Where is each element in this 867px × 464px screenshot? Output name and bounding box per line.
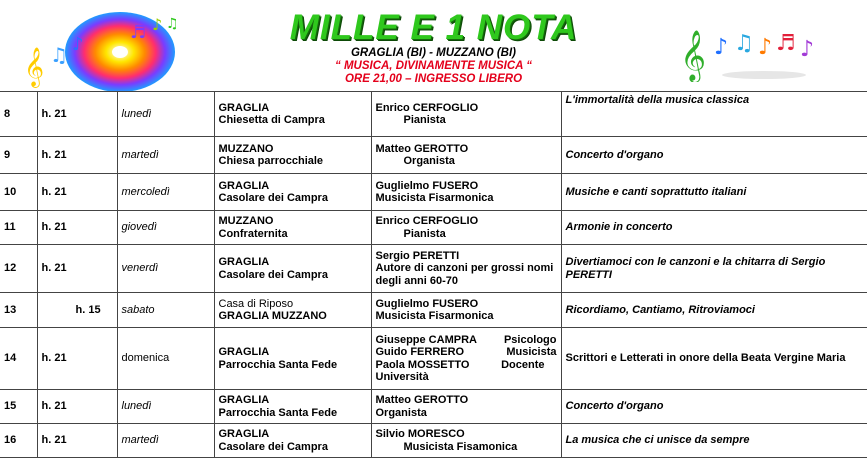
event-time-info: ORE 21,00 – INGRESSO LIBERO (344, 73, 523, 85)
event-time: h. 21 (37, 92, 117, 137)
place-venue: Parrocchia Santa Fede (218, 406, 338, 419)
performer-name: Enrico CERFOGLIO (375, 101, 479, 114)
event-time: h. 21 (37, 174, 117, 211)
table-row (0, 245, 867, 293)
place-town: GRAGLIA (218, 428, 270, 440)
place-town: GRAGLIA (218, 394, 270, 406)
event-description: Concerto d'organo (561, 390, 867, 424)
svg-text:𝄞: 𝄞 (680, 30, 707, 81)
table-row (0, 424, 867, 458)
event-description: La musica che ci unisce da sempre (561, 424, 867, 458)
performer-role: Musicista Fisarmonica (375, 192, 494, 204)
event-description: Musiche e canti soprattutto italiani (561, 174, 867, 211)
event-place (214, 137, 371, 174)
performer-name: Enrico CERFOGLIO (375, 215, 479, 227)
place-venue: GRAGLIA MUZZANO (218, 310, 327, 322)
performer-role: Musicista (506, 346, 557, 358)
performer-name: Giuseppe CAMPRA (375, 333, 477, 346)
event-number: 14 (0, 328, 37, 390)
event-location: GRAGLIA (BI) - MUZZANO (BI) (350, 47, 516, 59)
performer-role: Musicista Fisamonica (403, 440, 518, 453)
performer-role: Docente (501, 358, 545, 371)
event-day: martedì (117, 137, 214, 174)
performer-name: Guido FERRERO (375, 346, 465, 358)
table-row (0, 293, 867, 328)
place-venue: Confraternita (218, 227, 288, 240)
svg-text:♫: ♫ (50, 43, 68, 67)
place-town: Casa di Riposo (218, 297, 294, 310)
event-number: 12 (0, 245, 37, 293)
performer-name: Guglielmo FUSERO (375, 179, 479, 192)
performer-role: Pianista (403, 227, 446, 240)
music-notes-logo (676, 20, 826, 82)
table-row (0, 390, 867, 424)
svg-text:♬: ♬ (776, 31, 796, 56)
performer-name: Matteo GEROTTO (375, 142, 469, 155)
table-row (0, 328, 867, 390)
svg-text:♫: ♫ (734, 31, 754, 56)
event-performer (371, 92, 561, 137)
performer-role: Organista (403, 155, 455, 167)
header (0, 0, 867, 92)
performer-role: Musicista Fisarmonica (375, 310, 494, 322)
event-time: h. 15 (37, 293, 117, 328)
performer-name: Paola MOSSETTO (375, 358, 470, 371)
event-number: 9 (0, 137, 37, 174)
event-day: lunedì (117, 92, 214, 137)
event-description: Armonie in concerto (561, 211, 867, 245)
event-place (214, 328, 371, 390)
event-number: 15 (0, 390, 37, 424)
svg-text:♫: ♫ (166, 16, 179, 32)
svg-text:♪: ♪ (800, 37, 815, 62)
performer-name: Guglielmo FUSERO (375, 297, 479, 310)
performer-line (376, 334, 557, 347)
event-day: mercoledì (117, 174, 214, 211)
event-performer (371, 245, 561, 293)
place-venue: Chiesetta di Campra (218, 114, 325, 126)
place-venue: Casolare dei Campra (218, 192, 328, 204)
event-time: h. 21 (37, 245, 117, 293)
event-description: Ricordiamo, Cantiamo, Ritroviamoci (561, 293, 867, 328)
table-row (0, 92, 867, 137)
place-venue: Casolare dei Campra (218, 440, 328, 453)
svg-text:♬: ♬ (130, 22, 147, 43)
performer-affiliation: Università (375, 371, 429, 383)
event-performer (371, 293, 561, 328)
performer-line (376, 359, 557, 372)
event-description: Scrittori e Letterati in onore della Beata Vergine Maria (561, 328, 867, 390)
event-performers (371, 328, 561, 390)
performer-role: Psicologo (503, 333, 557, 346)
event-day: sabato (117, 293, 214, 328)
event-day: martedì (117, 424, 214, 458)
place-venue: Parrocchia Santa Fede (218, 358, 338, 371)
table-row (0, 211, 867, 245)
table-row (0, 174, 867, 211)
place-town: GRAGLIA (218, 179, 270, 192)
event-number: 16 (0, 424, 37, 458)
event-day: giovedì (117, 211, 214, 245)
event-place (214, 293, 371, 328)
performer-role: Autore di canzoni per grossi nomi degli anni 60-70 (375, 262, 554, 287)
event-description: Divertiamoci con le canzoni e la chitarra di Sergio PERETTI (561, 245, 867, 293)
event-time: h. 21 (37, 137, 117, 174)
event-description: L'immortalità della musica classica (561, 92, 867, 137)
place-venue: Casolare dei Campra (218, 268, 328, 281)
svg-text:♪: ♪ (758, 35, 773, 60)
performer-role: Organista (375, 406, 427, 419)
table-row (0, 137, 867, 174)
event-performer (371, 390, 561, 424)
event-place (214, 174, 371, 211)
event-number: 8 (0, 92, 37, 137)
svg-text:♪: ♪ (152, 15, 163, 34)
event-time: h. 21 (37, 390, 117, 424)
performer-name: Silvio MORESCO (375, 428, 465, 440)
event-day: lunedì (117, 390, 214, 424)
svg-text:𝄞: 𝄞 (24, 47, 45, 87)
performer-name: Matteo GEROTTO (375, 394, 469, 406)
performer-name: Sergio PERETTI (375, 249, 460, 262)
performer-line (376, 346, 557, 359)
event-time: h. 21 (37, 211, 117, 245)
place-town: GRAGLIA (218, 346, 270, 358)
event-place (214, 245, 371, 293)
place-town: GRAGLIA (218, 101, 270, 114)
event-place (214, 92, 371, 137)
event-number: 10 (0, 174, 37, 211)
svg-text:♪: ♪ (72, 34, 84, 55)
event-performer (371, 174, 561, 211)
event-theme: “ MUSICA, DIVINAMENTE MUSICA “ (335, 60, 532, 72)
concert-schedule-table (0, 91, 867, 458)
event-number: 11 (0, 211, 37, 245)
performer-role: Pianista (403, 114, 446, 126)
event-place (214, 424, 371, 458)
event-performer (371, 211, 561, 245)
place-venue: Chiesa parrocchiale (218, 155, 324, 167)
svg-text:♪: ♪ (714, 35, 729, 60)
event-place (214, 390, 371, 424)
event-time: h. 21 (37, 424, 117, 458)
event-day: venerdì (117, 245, 214, 293)
event-performer (371, 137, 561, 174)
page-title: MILLE E 1 NOTA (289, 8, 578, 47)
place-town: MUZZANO (218, 215, 274, 227)
event-place (214, 211, 371, 245)
event-performer (371, 424, 561, 458)
place-town: GRAGLIA (218, 256, 270, 268)
event-number: 13 (0, 293, 37, 328)
event-time: h. 21 (37, 328, 117, 390)
event-description: Concerto d'organo (561, 137, 867, 174)
event-day: domenica (117, 328, 214, 390)
place-town: MUZZANO (218, 142, 274, 155)
